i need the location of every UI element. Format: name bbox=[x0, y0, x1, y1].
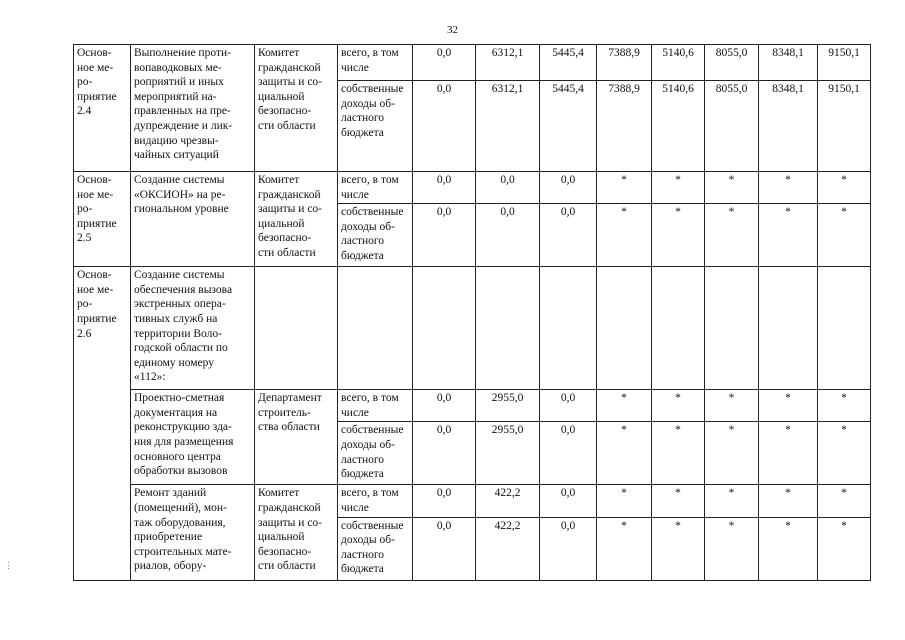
value-cell: * bbox=[705, 517, 759, 580]
value-cell: * bbox=[652, 204, 705, 267]
measure-name-cell: Создание системы обеспечения вызова экстренных опера- тивных служб на территории Воло- годской области по единому номеру «112»: bbox=[131, 267, 255, 390]
value-cell: 5140,6 bbox=[652, 81, 705, 172]
value-cell: 7388,9 bbox=[597, 81, 652, 172]
table-row bbox=[74, 485, 871, 517]
value-cell: 7388,9 bbox=[597, 45, 652, 81]
value-cell: * bbox=[818, 204, 871, 267]
value-cell: 0,0 bbox=[413, 390, 476, 422]
empty-cell bbox=[413, 267, 476, 390]
page-number: 32 bbox=[447, 24, 458, 36]
value-cell: * bbox=[759, 485, 818, 517]
value-cell: * bbox=[597, 204, 652, 267]
funding-source-cell: всего, в том числе bbox=[338, 390, 413, 422]
value-cell: 0,0 bbox=[413, 517, 476, 580]
value-cell: 0,0 bbox=[540, 390, 597, 422]
table-body bbox=[74, 45, 871, 581]
executor-cell: Комитет гражданской защиты и со- циальной безопасно- сти области bbox=[255, 485, 338, 580]
value-cell: * bbox=[759, 204, 818, 267]
funding-source-cell: собственные доходы об- ластного бюджета bbox=[338, 422, 413, 485]
value-cell: 0,0 bbox=[540, 517, 597, 580]
table-row bbox=[74, 172, 871, 204]
value-cell: 0,0 bbox=[413, 172, 476, 204]
table-row bbox=[74, 390, 871, 422]
value-cell: 2955,0 bbox=[476, 422, 540, 485]
empty-cell bbox=[759, 267, 818, 390]
empty-cell bbox=[818, 267, 871, 390]
value-cell: * bbox=[759, 390, 818, 422]
margin-mark: ⋮ bbox=[4, 560, 14, 570]
subitem-name-cell: Ремонт зданий (помещений), мон- таж оборудования, приобретение строительных мате- риалов, обору- bbox=[131, 485, 255, 580]
value-cell: 6312,1 bbox=[476, 45, 540, 81]
executor-cell: Департамент строитель- ства области bbox=[255, 390, 338, 485]
table-row bbox=[74, 267, 871, 390]
value-cell: 6312,1 bbox=[476, 81, 540, 172]
empty-cell bbox=[338, 267, 413, 390]
value-cell: * bbox=[597, 390, 652, 422]
value-cell: * bbox=[818, 172, 871, 204]
value-cell: * bbox=[705, 204, 759, 267]
measure-cell: Основ- ное ме- ро- приятие 2.5 bbox=[74, 172, 131, 267]
value-cell: 8055,0 bbox=[705, 45, 759, 81]
value-cell: 0,0 bbox=[413, 81, 476, 172]
value-cell: * bbox=[705, 485, 759, 517]
table-row bbox=[74, 45, 871, 81]
funding-source-cell: всего, в том числе bbox=[338, 172, 413, 204]
value-cell: * bbox=[597, 422, 652, 485]
value-cell: 9150,1 bbox=[818, 45, 871, 81]
value-cell: 422,2 bbox=[476, 517, 540, 580]
program-table bbox=[73, 44, 871, 581]
value-cell: * bbox=[652, 485, 705, 517]
empty-cell bbox=[705, 267, 759, 390]
value-cell: 0,0 bbox=[476, 204, 540, 267]
value-cell: 5140,6 bbox=[652, 45, 705, 81]
value-cell: 0,0 bbox=[413, 485, 476, 517]
value-cell: * bbox=[597, 485, 652, 517]
value-cell: * bbox=[818, 422, 871, 485]
value-cell: * bbox=[759, 172, 818, 204]
value-cell: 5445,4 bbox=[540, 81, 597, 172]
value-cell: * bbox=[705, 422, 759, 485]
value-cell: 0,0 bbox=[540, 172, 597, 204]
value-cell: * bbox=[652, 390, 705, 422]
value-cell: * bbox=[759, 517, 818, 580]
funding-source-cell: всего, в том числе bbox=[338, 485, 413, 517]
value-cell: 2955,0 bbox=[476, 390, 540, 422]
value-cell: * bbox=[652, 517, 705, 580]
value-cell: 0,0 bbox=[413, 204, 476, 267]
value-cell: 8348,1 bbox=[759, 45, 818, 81]
funding-source-cell: собственные доходы об- ластного бюджета bbox=[338, 81, 413, 172]
empty-cell bbox=[597, 267, 652, 390]
funding-source-cell: собственные доходы об- ластного бюджета bbox=[338, 204, 413, 267]
value-cell: * bbox=[597, 172, 652, 204]
value-cell: 422,2 bbox=[476, 485, 540, 517]
executor-cell: Комитет гражданской защиты и со- циальной безопасно- сти области bbox=[255, 45, 338, 172]
empty-cell bbox=[652, 267, 705, 390]
measure-name-cell: Выполнение проти- вопаводковых ме- роприятий и иных мероприятий на- правленных на пре- дупреждение и лик- видацию чрезвы- чайных ситуаций bbox=[131, 45, 255, 172]
empty-cell bbox=[540, 267, 597, 390]
empty-cell bbox=[255, 267, 338, 390]
value-cell: * bbox=[818, 485, 871, 517]
value-cell: 0,0 bbox=[413, 422, 476, 485]
value-cell: 5445,4 bbox=[540, 45, 597, 81]
measure-name-cell: Создание системы «ОКСИОН» на ре- гиональном уровне bbox=[131, 172, 255, 267]
value-cell: * bbox=[705, 172, 759, 204]
value-cell: * bbox=[818, 517, 871, 580]
subitem-name-cell: Проектно-сметная документация на реконструкцию зда- ния для размещения основного центра обработки вызовов bbox=[131, 390, 255, 485]
value-cell: 0,0 bbox=[476, 172, 540, 204]
value-cell: * bbox=[652, 422, 705, 485]
empty-cell bbox=[476, 267, 540, 390]
value-cell: 9150,1 bbox=[818, 81, 871, 172]
funding-source-cell: всего, в том числе bbox=[338, 45, 413, 81]
value-cell: * bbox=[652, 172, 705, 204]
value-cell: 8055,0 bbox=[705, 81, 759, 172]
value-cell: * bbox=[759, 422, 818, 485]
value-cell: 8348,1 bbox=[759, 81, 818, 172]
measure-cell: Основ- ное ме- ро- приятие 2.6 bbox=[74, 267, 131, 580]
value-cell: 0,0 bbox=[540, 422, 597, 485]
measure-cell: Основ- ное ме- ро- приятие 2.4 bbox=[74, 45, 131, 172]
funding-source-cell: собственные доходы об- ластного бюджета bbox=[338, 517, 413, 580]
value-cell: * bbox=[818, 390, 871, 422]
value-cell: 0,0 bbox=[540, 204, 597, 267]
value-cell: * bbox=[705, 390, 759, 422]
value-cell: * bbox=[597, 517, 652, 580]
executor-cell: Комитет гражданской защиты и со- циальной безопасно- сти области bbox=[255, 172, 338, 267]
value-cell: 0,0 bbox=[540, 485, 597, 517]
value-cell: 0,0 bbox=[413, 45, 476, 81]
